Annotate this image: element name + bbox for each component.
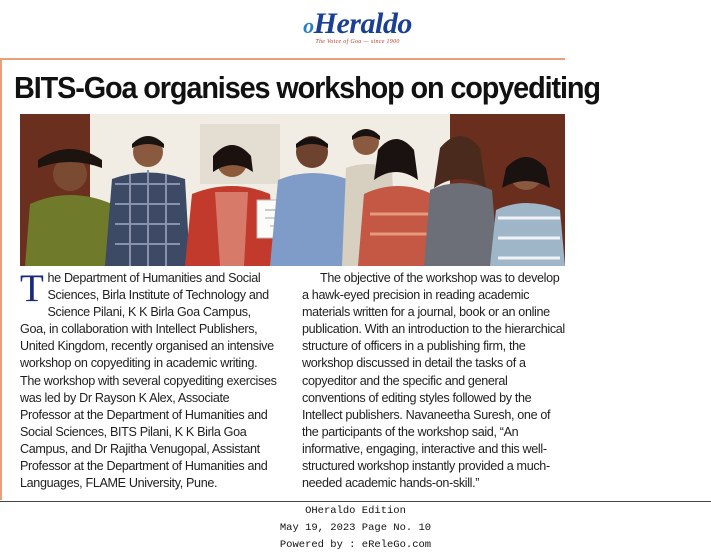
footer-powered-by[interactable]: Powered by : eReleGo.com (279, 539, 432, 551)
article-column-right: The objective of the workshop was to develop a hawk-eyed precision in reading academic materials written for a journal, book or an online publication. With an introduction to the hierarchical structure of officers in a publishing firm, the workshop discussed in detail the tasks of a copyeditor and the specific and general conventions of editing styles followed by the Intellect publishers. Navaneetha Suresh, one of the participants of the workshop said, “An informative, engaging, interactive and this well-structured workshop instantly provided a much-needed academic hands-on-skill.” (302, 271, 565, 491)
article-photo (20, 114, 565, 266)
logo-letter-end: o (397, 7, 412, 40)
left-column-text: he Department of Humanities and Social Sciences, Birla Institute of Technology and Science Pilani, K K Birla Goa Campus, Goa, in collaboration with Intellect Publishers, United Kingdom, recently organised an intensive workshop on copyediting in academic writing. The workshop with several copyediting exercises was led by Dr Rayson K Alex, Associate Professor at the Department of Humanities and Social Sciences, BITS Pilani, K K Birla Goa Campus, and Dr Rajitha Venugopal, Assistant Professor at the Department of Humanities and Languages, FLAME University, Pune. (20, 271, 277, 491)
group-photo-illustration (20, 114, 565, 266)
article-headline: BITS-Goa organises workshop on copyediting (14, 70, 600, 105)
drop-cap: T (20, 267, 44, 310)
section-rule-top (0, 58, 565, 60)
oheraldo-logo[interactable] (290, 8, 425, 48)
footer-rule (0, 501, 711, 502)
masthead (0, 0, 711, 58)
article-column-left (20, 267, 278, 496)
logo-letter-o: o (303, 13, 314, 38)
footer-edition: OHeraldo Edition (305, 505, 406, 517)
logo-wordmark (290, 8, 425, 42)
footer-date-page: May 19, 2023 Page No. 10 (279, 522, 432, 534)
section-rule-left (0, 60, 2, 500)
logo-text: Herald (313, 7, 398, 40)
logo-tagline: The Voice of Goa — since 1900 (315, 39, 400, 45)
